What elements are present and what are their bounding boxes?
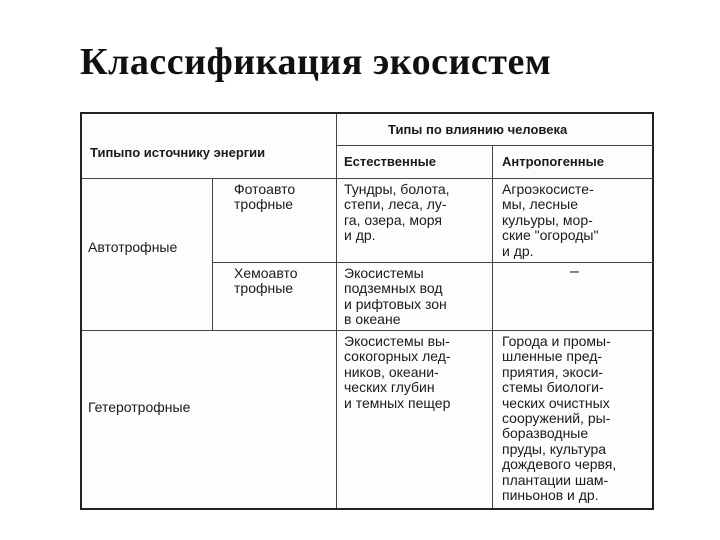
row-label-heterotrophic: Гетеротрофные — [88, 399, 191, 415]
row-label-autotrophic: Автотрофные — [88, 239, 178, 255]
header-anthropogenic: Антропогенные — [502, 154, 604, 169]
ecosystem-classification-table — [80, 112, 654, 510]
cell-photo-natural: Тундры, болота, степи, леса, лу- га, озера, моря и др. — [344, 181, 450, 244]
divider-main-vertical — [336, 114, 337, 508]
divider-natural-anthropogenic — [492, 146, 493, 508]
header-natural: Естественные — [344, 154, 437, 169]
subrow-label-chemoautotrophic: Хемоавто трофные — [234, 265, 298, 297]
cell-photo-anthropogenic: Агроэкосисте- мы, лесные кульуры, мор- ские "огороды" и др. — [502, 181, 599, 259]
divider-auto-hetero — [82, 330, 654, 331]
cell-hetero-anthropogenic: Города и промы- шленные пред- приятия, экоси- стемы биологи- ческих очистных сооружений, ры- боразводные пруды, культура дождевого червя, плантации шам- пиньонов и др. — [502, 333, 617, 504]
cell-hetero-natural: Экосистемы вы- сокогорных лед- ников, океани- ческих глубин и темных пещер — [344, 333, 451, 411]
header-energy-source: Типыпо источнику энергии — [90, 145, 266, 160]
divider-subtype-vertical — [212, 178, 213, 330]
header-human-influence: Типы по влиянию человека — [388, 122, 568, 137]
divider-header-bottom — [82, 178, 654, 179]
page-title: Классификация экосистем — [80, 41, 552, 83]
divider-photo-chemo — [212, 262, 654, 263]
subrow-label-photoautotrophic: Фотоавто трофные — [234, 181, 296, 213]
cell-chemo-natural: Экосистемы подземных вод и рифтовых зон в океане — [344, 265, 447, 328]
divider-header-top — [336, 145, 654, 146]
cell-chemo-anthropogenic: – — [570, 263, 579, 280]
